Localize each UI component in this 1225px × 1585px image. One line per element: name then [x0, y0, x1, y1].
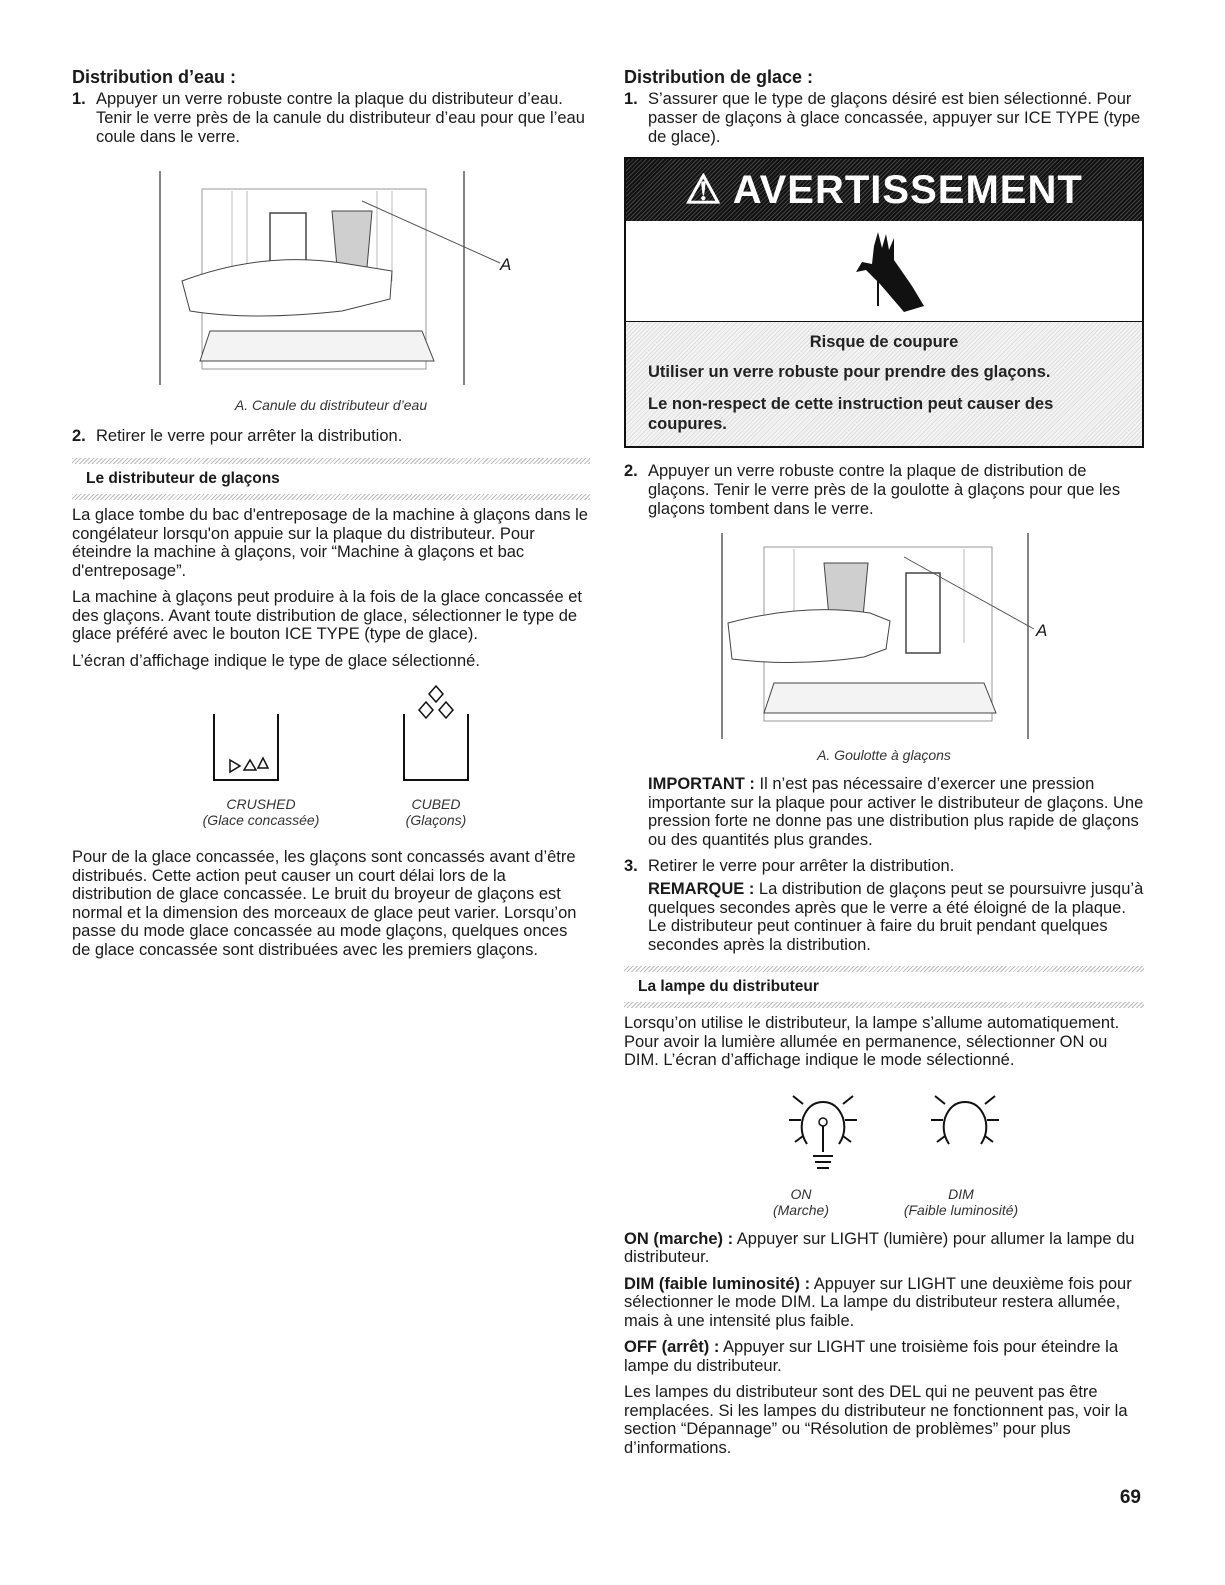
- warning-line-2: Le non-respect de cette instruction peut causer des coupures.: [648, 395, 1054, 433]
- hatch-rule: [624, 1002, 1144, 1008]
- important-text: Il n’est pas nécessaire d’exercer une pression importante sur la plaque pour activer le distributeur de glaçons. Une pression forte ne donne pas une distribution plus rapide de glaçons ou des quantités plus grandes.: [648, 775, 1144, 849]
- ice-heading: Distribution de glace :: [624, 67, 814, 87]
- water-dispenser-figure: [72, 171, 590, 391]
- ice-type-labels: [72, 796, 590, 828]
- cubed-label: CUBED: [411, 796, 461, 812]
- ice-dispenser-illustration: [624, 533, 1144, 743]
- important-note: [624, 775, 1144, 849]
- dim-label: DIM: [948, 1185, 974, 1202]
- dim-term: DIM (faible luminosité) :: [624, 1274, 811, 1293]
- on-label: ON: [790, 1185, 812, 1202]
- page-number: 69: [1119, 1487, 1141, 1508]
- dim-text: Appuyer sur LIGHT une deuxième fois pour sélectionner le mode DIM. La lampe du distributeur restera allumée, mais à une intensité plus faible.: [624, 1274, 1132, 1330]
- right-column: [624, 66, 1144, 1465]
- step-number: 3.: [624, 857, 638, 875]
- warning-line-1: Utiliser un verre robuste pour prendre des glaçons.: [648, 363, 1051, 381]
- important-label: IMPORTANT :: [648, 775, 755, 793]
- lamp-section-header: [624, 966, 1144, 1004]
- crushed-ice-indicator: [206, 684, 286, 786]
- remarque-note: [624, 880, 1144, 954]
- dim-description: [624, 1275, 1144, 1331]
- on-sublabel: (Marche): [772, 1201, 829, 1218]
- paragraph: La glace tombe du bac d'entreposage de la machine à glaçons dans le congélateur lorsqu'on appuie sur la plaque du distributeur. Pour éteindre la machine à glaçons, voir “Machine à glaçons et bac d'entreposage”.: [72, 506, 588, 580]
- step-number: 1.: [72, 90, 86, 108]
- water-dispenser-illustration: [72, 171, 590, 391]
- step-number: 2.: [624, 462, 638, 480]
- warning-risk: Risque de coupure: [809, 333, 959, 351]
- ice-step-3: [624, 857, 1144, 876]
- ice-dispenser-figure: [624, 533, 1144, 743]
- cubed-ice-icon: [396, 684, 476, 786]
- figure-caption: A. Goulotte à glaçons: [817, 747, 951, 763]
- crushed-label-group: [196, 796, 326, 828]
- water-step-1: [72, 90, 590, 147]
- off-description: [624, 1338, 1144, 1375]
- warning-icon-row: [626, 221, 1142, 322]
- warning-title-bar: [626, 159, 1142, 221]
- dim-sublabel: (Faible luminosité): [903, 1201, 1019, 1218]
- light-mode-labels: [624, 1186, 1144, 1218]
- light-dim-icon: [919, 1082, 1011, 1178]
- ice-step-1: [624, 90, 1144, 147]
- step-text: S’assurer que le type de glaçons désiré est bien sélectionné. Pour passer de glaçons à glace concassée, appuyer sur ICE TYPE (type de glace).: [648, 90, 1141, 146]
- left-column: [72, 66, 590, 967]
- on-term: ON (marche) :: [624, 1229, 734, 1248]
- cubed-ice-indicator: [396, 684, 476, 786]
- cubed-label-group: [386, 796, 486, 828]
- ice-type-icons: [72, 684, 590, 786]
- light-on-icon: [777, 1082, 869, 1178]
- dim-label-group: [881, 1186, 1041, 1218]
- step-number: 1.: [624, 90, 638, 108]
- step-text: Retirer le verre pour arrêter la distribution.: [96, 427, 403, 445]
- paragraph: Pour de la glace concassée, les glaçons sont concassés avant d’être distribués. Cette action peut causer un court délai lors de la distribution de glace concassée. Le bruit du broyeur de glaçons est normal et la dimension des morceaux de glace peut varier. Lorsqu’on passe du mode glace concassée au mode glaçons, quelques onces de glace concassée sont distribuées avec les premiers glaçons.: [72, 848, 577, 959]
- paragraph: La machine à glaçons peut produire à la fois de la glace concassée et des glaçons. Avant toute distribution de glace, sélectionner le type de glace préféré avec le bouton ICE TYPE (type de glace).: [72, 588, 582, 643]
- step-text: Appuyer un verre robuste contre la plaque de distribution de glaçons. Tenir le verre près de la goulotte à glaçons pour que les glaçons tombent dans le verre.: [648, 462, 1121, 518]
- figure-callout-a: A: [1036, 621, 1048, 640]
- warning-triangle-icon: ⚠: [685, 168, 723, 212]
- step-text: Retirer le verre pour arrêter la distribution.: [648, 857, 955, 875]
- remarque-text: La distribution de glaçons peut se poursuivre jusqu’à quelques secondes après que le verre a été éloigné de la plaque. Le distributeur peut continuer à faire du bruit pendant quelques secondes après la distribution.: [648, 880, 1144, 954]
- water-heading: Distribution d’eau :: [72, 67, 236, 87]
- figure-callout-a: A: [500, 255, 512, 274]
- on-text: Appuyer sur LIGHT (lumière) pour allumer la lampe du distributeur.: [624, 1229, 1135, 1266]
- on-label-group: [751, 1186, 851, 1218]
- ice-step-2: [624, 462, 1144, 519]
- light-mode-icons: [624, 1082, 1144, 1178]
- step-text: Appuyer un verre robuste contre la plaque du distributeur d’eau. Tenir le verre près de la canule du distributeur d’eau pour que l’eau coule dans le verre.: [96, 90, 585, 146]
- off-term: OFF (arrêt) :: [624, 1338, 720, 1356]
- step-number: 2.: [72, 427, 86, 445]
- hatch-rule: [72, 494, 590, 500]
- crushed-ice-icon: [206, 684, 286, 786]
- off-text: Appuyer sur LIGHT une troisième fois pour éteindre la lampe du distributeur.: [624, 1338, 1118, 1375]
- paragraph: L’écran d’affichage indique le type de glace sélectionné.: [72, 651, 480, 670]
- cut-hand-icon: [834, 226, 934, 316]
- figure-caption: A. Canule du distributeur d’eau: [234, 397, 428, 413]
- crushed-sublabel: (Glace concassée): [202, 812, 320, 828]
- ice-dispenser-section-header: [72, 458, 590, 496]
- warning-text: [626, 322, 1142, 446]
- on-description: [624, 1230, 1144, 1267]
- crushed-label: CRUSHED: [226, 796, 296, 812]
- cubed-sublabel: (Glaçons): [405, 812, 467, 828]
- paragraph: Les lampes du distributeur sont des DEL qui ne peuvent pas être remplacées. Si les lampes du distributeur ne fonctionnent pas, voir la section “Dépannage” ou “Résolution de problèmes” pour plus d’informations.: [624, 1383, 1128, 1457]
- section-title: Le distributeur de glaçons: [86, 470, 280, 487]
- warning-title: AVERTISSEMENT: [732, 168, 1083, 212]
- section-title: La lampe du distributeur: [638, 978, 819, 995]
- water-step-2: [72, 427, 590, 446]
- paragraph: Lorsqu’on utilise le distributeur, la lampe s’allume automatiquement. Pour avoir la lumière allumée en permanence, sélectionner ON ou DIM. L’écran d’affichage indique le mode sélectionné.: [624, 1014, 1120, 1069]
- remarque-label: REMARQUE :: [648, 880, 755, 898]
- warning-box: [624, 157, 1144, 448]
